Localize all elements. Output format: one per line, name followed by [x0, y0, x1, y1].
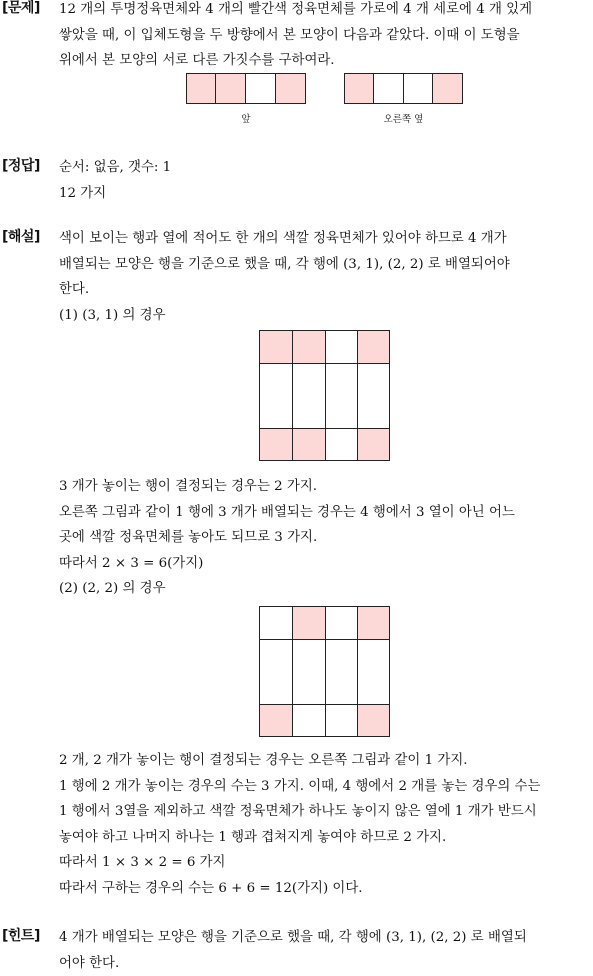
case1-cell-r3c3: [325, 428, 358, 461]
case2-grid-line: [259, 606, 390, 607]
case2-cell-r1c1: [259, 606, 292, 639]
case2-title: (2) (2, 2) 의 경우: [59, 581, 166, 597]
problem-tag: [문제]: [2, 0, 40, 16]
front-view-cell-4: [276, 73, 306, 104]
case1-text-2: 오른쪽 그림과 같이 1 행에 3 개가 배열되는 경우는 4 행에서 3 열이 아닌 어느: [59, 504, 515, 520]
case2-grid-line: [259, 704, 390, 705]
case2-grid-line: [259, 736, 390, 737]
case1-cell-r1c1: [259, 330, 292, 363]
case1-cell-r3c1: [259, 428, 292, 461]
case2-cell-r3c2: [292, 704, 325, 737]
hint-line-2: 어야 한다.: [59, 955, 120, 971]
solution-intro-1: 색이 보이는 행과 열에 적어도 한 개의 색깔 정육면체가 있어야 하므로 4 개가: [59, 231, 507, 246]
case1-text-3: 곳에 색깔 정육면체를 놓아도 되므로 3 가지.: [59, 530, 318, 546]
front-view-caption: 앞: [241, 114, 251, 125]
answer-tag: [정답]: [2, 158, 40, 174]
case1-cell-r1c3: [325, 330, 358, 363]
right-view-cell-3: [404, 73, 434, 104]
case1-grid-line: [259, 330, 390, 331]
case2-cell-r3c3: [325, 704, 358, 737]
front-view-cell-2: [216, 73, 246, 104]
case2-grid-line: [325, 606, 326, 737]
right-view-cell-1: [344, 73, 374, 104]
hint-line-1: 4 개가 배열되는 모양은 행을 기준으로 했을 때, 각 행에 (3, 1), (2, 2) 로 배열되: [59, 930, 527, 945]
right-view-figure: [344, 73, 463, 104]
case2-grid-line: [259, 639, 390, 640]
case1-title: (1) (3, 1) 의 경우: [59, 307, 166, 323]
case1-text-1: 3 개가 놓이는 행이 결정되는 경우는 2 가지.: [59, 479, 318, 494]
case2-cell-r1c2: [292, 606, 325, 639]
case2-grid-line: [389, 606, 390, 737]
case1-cell-r2c3: [325, 363, 358, 428]
case2-cell-r2c4: [357, 639, 390, 704]
case2-text-2: 1 행에 2 개가 놓이는 경우의 수는 3 가지. 이때, 4 행에서 2 개를 놓는 경우의 수는: [59, 778, 541, 794]
case2-cell-r1c3: [325, 606, 358, 639]
case1-cell-r1c4: [357, 330, 390, 363]
case1-grid-line: [389, 330, 390, 461]
case1-cell-r2c4: [357, 363, 390, 428]
case2-text-6: 따라서 구하는 경우의 수는 6 + 6 = 12(가지) 이다.: [59, 880, 363, 896]
case1-cell-r2c2: [292, 363, 325, 428]
case2-cell-r2c2: [292, 639, 325, 704]
front-view-cell-1: [186, 73, 216, 104]
case2-cell-r1c4: [357, 606, 390, 639]
case2-grid: [259, 606, 390, 737]
case1-grid-line: [259, 363, 390, 364]
case1-grid: [259, 330, 390, 461]
answer-line-2: 12 가지: [59, 185, 107, 201]
case2-cell-r3c4: [357, 704, 390, 737]
case1-cell-r3c2: [292, 428, 325, 461]
solution-intro-3: 한다.: [59, 282, 90, 298]
solution-tag: [해설]: [2, 229, 40, 245]
case1-cell-r3c4: [357, 428, 390, 461]
case1-grid-line: [292, 330, 293, 461]
case2-grid-line: [357, 606, 358, 737]
case1-grid-line: [325, 330, 326, 461]
answer-line-1: 순서: 없음, 갯수: 1: [59, 160, 172, 175]
case2-text-1: 2 개, 2 개가 놓이는 행이 결정되는 경우는 오른쪽 그림과 같이 1 가지.: [59, 753, 468, 768]
hint-tag: [힌트]: [2, 928, 40, 944]
solution-intro-2: 배열되는 모양은 행을 기준으로 했을 때, 각 행에 (3, 1), (2, 2) 로 배열되어야: [59, 256, 510, 272]
right-view-cell-4: [433, 73, 463, 104]
front-view-figure: [186, 73, 306, 104]
case1-text-4: 따라서 2 × 3 = 6(가지): [59, 555, 204, 571]
case2-text-4: 놓여야 하고 나머지 하나는 1 행과 겹쳐지게 놓여야 하므로 2 가지.: [59, 829, 447, 845]
right-view-cell-2: [374, 73, 404, 104]
case2-grid-line: [259, 606, 260, 737]
case2-text-3: 1 행에서 3열을 제외하고 색깔 정육면체가 하나도 놓이지 않은 열에 1 개가 반드시: [59, 804, 537, 820]
case2-grid-line: [292, 606, 293, 737]
right-view-caption: 오른쪽 옆: [383, 114, 424, 125]
case2-cell-r2c1: [259, 639, 292, 704]
case2-cell-r2c3: [325, 639, 358, 704]
case2-text-5: 따라서 1 × 3 × 2 = 6 가지: [59, 855, 226, 871]
case1-cell-r1c2: [292, 330, 325, 363]
front-view-cell-3: [246, 73, 276, 104]
case1-grid-line: [259, 428, 390, 429]
case1-grid-line: [259, 460, 390, 461]
case1-cell-r2c1: [259, 363, 292, 428]
problem-line-3: 위에서 본 모양의 서로 다른 가짓수를 구하여라.: [59, 53, 335, 69]
problem-line-2: 쌓았을 때, 이 입체도형을 두 방향에서 본 모양이 다음과 같았다. 이때 이 도형을: [59, 27, 520, 43]
case1-grid-line: [357, 330, 358, 461]
case2-cell-r3c1: [259, 704, 292, 737]
problem-line-1: 12 개의 투명정육면체와 4 개의 빨간색 정육면체를 가로에 4 개 세로에 4 개 있게: [59, 2, 533, 17]
case1-grid-line: [259, 330, 260, 461]
